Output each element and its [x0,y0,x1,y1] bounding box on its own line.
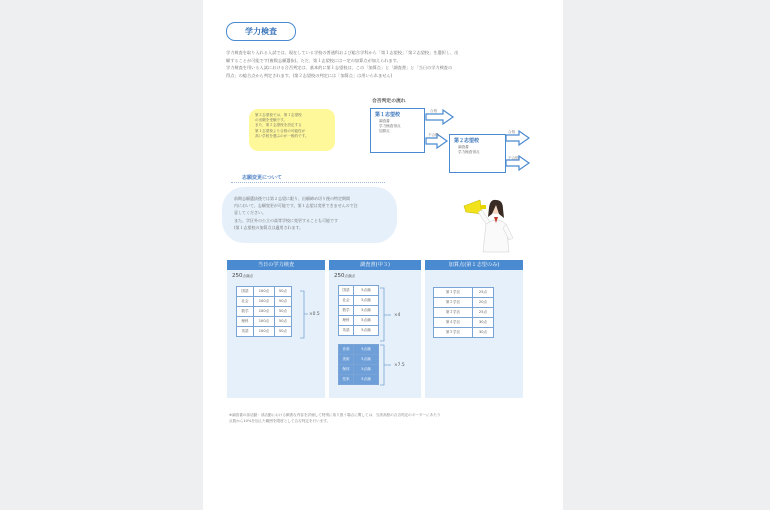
table-row [434,328,494,338]
second-choice-item: 調査書 [458,145,469,149]
scaled-cell: 50点 [275,327,292,337]
table-row [339,375,379,385]
intro-line: 得点」の総合点から判定されます。(第２志望校の判定には「加算点」は用いられません) [226,72,393,78]
points-cell: 100点 [254,287,275,297]
bonus-table [433,287,494,338]
table-row [339,306,379,316]
subject-cell: 音楽 [339,345,354,355]
report-header: 調査書(中３) [329,260,421,270]
table-row [339,286,379,296]
exam-multiplier: ×0.5 [309,312,320,317]
report-total [334,273,355,279]
student-megaphone-illustration [458,196,520,256]
flow-arrows [423,105,543,177]
subject-cell: 数学 [339,306,354,316]
dotted-divider [231,182,385,183]
subject-cell: 理科 [237,317,254,327]
points-cell: 100点 [254,317,275,327]
report-total-unit: 点満点 [344,274,356,278]
exam-total-unit: 点満点 [242,274,254,278]
points-cell: 100点 [254,327,275,337]
table-row [237,327,292,337]
report-multiplier-core: ×4 [394,313,401,318]
first-choice-box [370,108,425,153]
note-line: の出願を受験です。 [255,118,288,123]
points-cell: 20点 [473,298,494,308]
table-row [339,326,379,336]
subject-cell: 美術 [339,355,354,365]
area-cell: 第４学区 [434,318,473,328]
first-choice-item: 学力検査得点 [379,124,401,129]
area-cell: 第２学区 [434,298,473,308]
subject-cell: 理科 [339,316,354,326]
points-cell: 30点 [473,318,494,328]
exam-total-value: 250 [232,273,243,279]
scaled-cell: 50点 [275,297,292,307]
scaled-cell: 50点 [275,307,292,317]
change-line: (第１志望校の加算点は適用されます。 [234,224,304,230]
note-line: 第１志望校より合格の可能性が [255,128,306,133]
points-cell: 5点満 [354,355,379,365]
subject-cell: 保体 [339,365,354,375]
bracket-icon [379,287,393,387]
table-row [237,297,292,307]
area-cell: 第５学区 [434,328,473,338]
change-line: 意してください。 [234,210,266,216]
second-choice-label: 第２志望校 [454,138,480,144]
table-row [434,318,494,328]
change-line: 前期志願選抜後では第２志望に限り、出願締め切り後の特定期間 [234,196,350,201]
footnote [229,412,549,424]
change-heading: 志願変更について [242,175,282,181]
first-choice-label: 第１志望校 [375,112,401,118]
subject-cell: 社会 [339,296,354,306]
footnote-line: 点数から10%を加えた範囲を限度として合否判定を行います。 [229,419,331,423]
report-multiplier-skills: ×7.5 [394,363,405,368]
table-row [434,288,494,298]
bonus-header: 加算点(第１志望のみ) [425,260,523,270]
table-row [339,296,379,306]
first-choice-item: 調査書 [379,119,390,123]
area-cell: 第１学区 [434,288,473,298]
intro-line: 願することが可能です(複数志願選抜)。ただ、第１志望校にはー定の加算点が加えられます。 [226,57,401,63]
subject-cell: 英語 [237,327,254,337]
table-row [339,355,379,365]
first-choice-item: 加算点 [379,129,390,134]
points-cell: 5点満 [354,326,379,336]
document-page [203,0,563,510]
points-cell: 100点 [254,297,275,307]
points-cell: 25点 [473,308,494,318]
points-cell: 5点満 [354,345,379,355]
points-cell: 5点満 [354,365,379,375]
points-cell: 5点満 [354,316,379,326]
exam-table [236,286,292,337]
footnote-line: ※調査書の部活動・部活動における顕著な内容を評価して特別に取り扱う場合に関しては、当該高校の合否判定のボーダーにあたり [229,413,441,417]
flow-title: 合否判定の流れ [372,99,406,104]
subject-cell: 技家 [339,375,354,385]
bracket-icon [299,290,309,340]
fail-label: 不合格 [508,156,519,160]
subject-cell: 国語 [339,286,354,296]
table-row [237,287,292,297]
table-row [237,317,292,327]
page-title: 学力検査 [226,22,296,41]
points-cell: 25点 [473,288,494,298]
intro-line: 学力検査を用いる入試における合否判定は、基本的に第１志望校は、この「加算点」と「調査書」と「当日の学力検査の [226,65,453,71]
change-line: また、学区外の公立の高等学校に変更することも可能です [234,217,338,223]
points-cell: 100点 [254,307,275,317]
scaled-cell: 50点 [275,287,292,297]
exam-total [232,273,253,279]
report-table-skills [338,344,379,385]
fail-label: 不合格 [428,133,439,137]
change-bubble [222,187,397,243]
note-line: 第２志望校では、第１志望校 [255,113,302,117]
intro-line: 学力検査を取り入れる入試では、現在している学校の普通科および総合学科から「第１志望校」「第２志望校」を選択し、出 [226,50,459,55]
note-box [249,109,335,151]
table-row [434,298,494,308]
points-cell: 5点満 [354,296,379,306]
table-row [237,307,292,317]
second-choice-item: 学力検査得点 [458,150,480,155]
area-cell: 第３学区 [434,308,473,318]
table-row [339,316,379,326]
points-cell: 30点 [473,328,494,338]
report-total-value: 250 [334,273,345,279]
scaled-cell: 50点 [275,317,292,327]
points-cell: 5点満 [354,375,379,385]
subject-cell: 数学 [237,307,254,317]
right-margin [563,0,770,510]
pass-label: 合格 [430,109,438,113]
subject-cell: 社会 [237,297,254,307]
table-row [434,308,494,318]
note-line: 高い学校を選ぶのが一般的です。 [255,133,309,138]
subject-cell: 英語 [339,326,354,336]
pass-label: 合格 [508,130,516,134]
points-cell: 5点満 [354,286,379,296]
report-table [338,285,379,336]
subject-cell: 国語 [237,287,254,297]
intro-paragraph [226,49,544,79]
change-line: 内において、志願変更が可能です。第１志望は変更できませんので注 [234,203,358,209]
exam-header: 当日の学力検査 [227,260,325,270]
table-row [339,345,379,355]
left-margin [0,0,203,510]
table-row [339,365,379,375]
note-line: また、第２志望校を設定する [255,123,302,128]
points-cell: 5点満 [354,306,379,316]
